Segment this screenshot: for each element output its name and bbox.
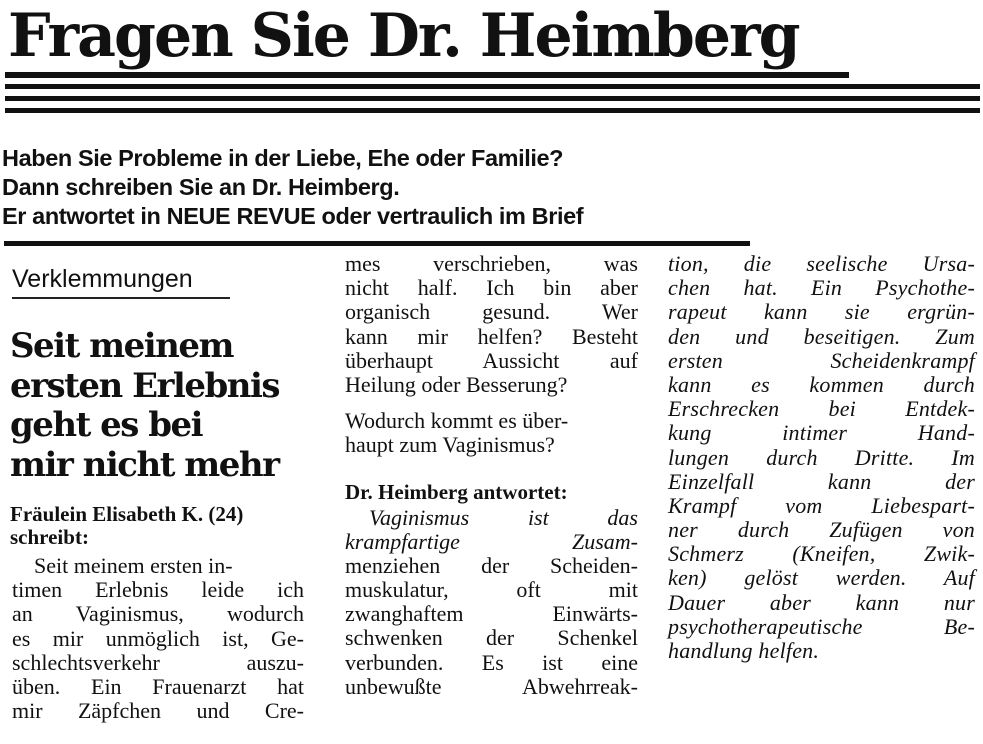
text-line: muskulatur, oft mit xyxy=(345,577,638,603)
intro-rule xyxy=(4,241,750,246)
question-line: Wodurch kommt es über- xyxy=(345,408,569,434)
text-line: handlung helfen. xyxy=(668,638,820,663)
letter-column-1 xyxy=(12,554,304,723)
byline-line: schreibt: xyxy=(10,525,89,549)
text-line: Seit meinem ersten in- xyxy=(34,553,233,578)
intro-line: Haben Sie Probleme in der Liebe, Ehe oder Familie? xyxy=(2,145,564,171)
text-line: unbewußte Abwehrreak- xyxy=(345,673,638,699)
text-line: tion, die seelische Ursa- xyxy=(668,251,975,276)
masthead-rule-2 xyxy=(5,84,980,89)
article-column-3 xyxy=(668,252,975,663)
text-line: Heilung oder Besserung? xyxy=(345,371,568,397)
masthead-title: Fragen Sie Dr. Heimberg xyxy=(8,1,799,71)
headline-line: ersten Erlebnis xyxy=(10,365,280,406)
text-line: krampfartige Zusam- xyxy=(345,528,638,554)
text-line: schlechtsverkehr auszu- xyxy=(12,649,304,675)
intro-line: Dann schreiben Sie an Dr. Heimberg. xyxy=(2,174,400,200)
text-line: kung intimer Hand- xyxy=(668,420,975,446)
article-headline xyxy=(10,327,279,485)
text-line: ken) gelöst werden. Auf xyxy=(668,565,975,591)
text-line: mes verschrieben, was xyxy=(345,251,638,276)
text-line: üben. Ein Frauenarzt hat xyxy=(12,673,304,699)
text-line: ner durch Zufügen von xyxy=(668,517,975,543)
text-line: schwenken der Schenkel xyxy=(345,625,638,651)
text-line: organisch gesund. Wer xyxy=(345,299,638,325)
answer-heading: Dr. Heimberg antwortet: xyxy=(345,479,568,504)
text-line: menziehen der Scheiden- xyxy=(345,552,638,578)
headline-line: geht es bei xyxy=(10,405,203,445)
text-line: Dauer aber kann nur xyxy=(668,589,975,615)
text-line: rapeut kann sie ergrün- xyxy=(668,299,975,325)
paragraph-gap xyxy=(345,458,638,480)
text-line: mir Zäpfchen und Cre- xyxy=(12,698,304,724)
text-line: zwanghaftem Einwärts- xyxy=(345,601,638,627)
intro-line: Er antwortet in NEUE REVUE oder vertraulich im Brief xyxy=(2,203,584,229)
article-column-2 xyxy=(345,252,638,699)
text-line: an Vaginismus, wodurch xyxy=(12,601,304,627)
article-kicker: Verklemmungen xyxy=(12,265,193,293)
text-line: Vaginismus ist das xyxy=(369,504,638,530)
text-line: es mir unmöglich ist, Ge- xyxy=(12,625,304,651)
text-line: timen Erlebnis leide ich xyxy=(12,577,304,603)
text-line: überhaupt Aussicht auf xyxy=(345,347,638,373)
headline-line: Seit meinem xyxy=(10,326,233,366)
text-line: Erschrecken bei Entdek- xyxy=(668,396,975,422)
text-line: lungen durch Dritte. Im xyxy=(668,444,975,470)
intro-text xyxy=(2,144,583,231)
text-line: Einzelfall kann der xyxy=(668,468,975,494)
text-line: Schmerz (Kneifen, Zwik- xyxy=(668,541,975,567)
text-line: psychotherapeutische Be- xyxy=(668,613,975,639)
text-line: nicht half. Ich bin aber xyxy=(345,275,638,301)
text-line: den und beseitigen. Zum xyxy=(668,323,975,349)
text-line: chen hat. Ein Psychothe- xyxy=(668,275,975,301)
masthead-rule-1 xyxy=(5,72,849,78)
text-line: kann es kommen durch xyxy=(668,371,975,397)
text-line: verbunden. Es ist eine xyxy=(345,649,638,675)
text-line: Krampf vom Liebespart- xyxy=(668,492,975,518)
headline-line: mir nicht mehr xyxy=(10,444,279,485)
masthead-rule-3 xyxy=(5,96,980,101)
text-line: kann mir helfen? Besteht xyxy=(345,323,638,349)
question-line: haupt zum Vaginismus? xyxy=(345,432,555,458)
kicker-underline xyxy=(12,297,230,299)
byline-line: Fräulein Elisabeth K. (24) xyxy=(10,502,244,526)
article-byline xyxy=(10,503,243,549)
text-line: ersten Scheidenkrampf xyxy=(668,347,975,373)
masthead-rule-4 xyxy=(5,108,980,113)
